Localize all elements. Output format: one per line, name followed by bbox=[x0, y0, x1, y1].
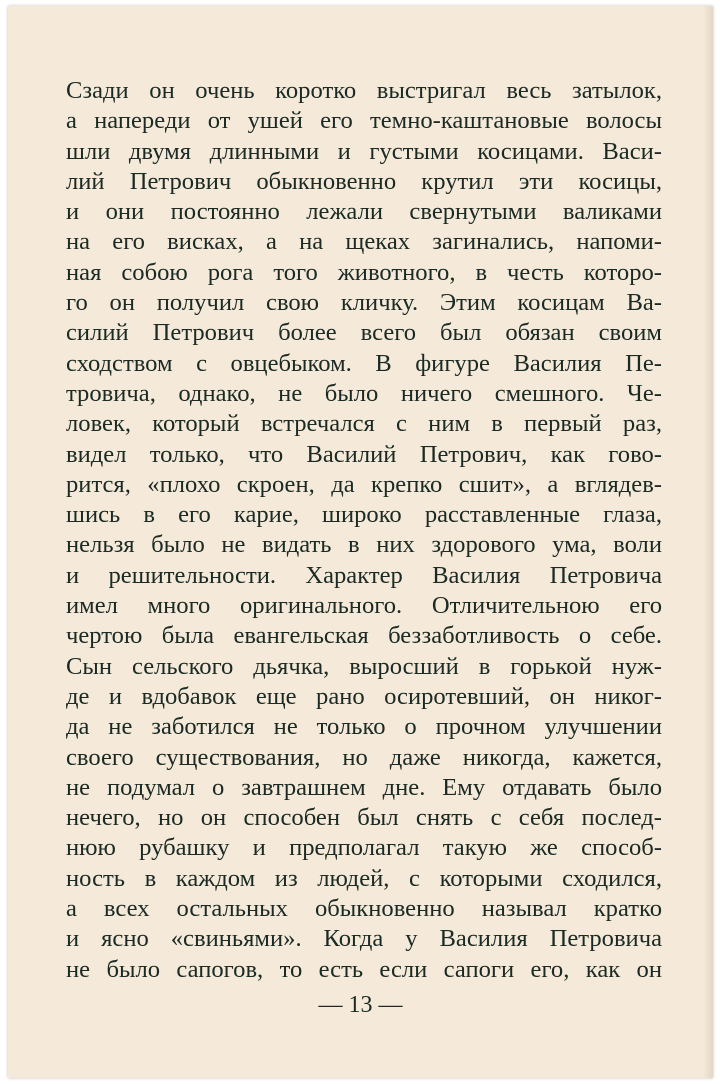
text-line: своего существования, но даже никогда, кажется, bbox=[66, 743, 662, 771]
text-line: рится, «плохо скроен, да крепко сшит», а вглядев- bbox=[66, 470, 662, 498]
text-line: шли двумя длинными и густыми косицами. Васи- bbox=[66, 137, 662, 165]
text-line: не было сапогов, то есть если сапоги его, как он bbox=[66, 955, 662, 983]
text-line: а всех остальных обыкновенно называл кратко bbox=[66, 895, 662, 923]
text-line: а напереди от ушей его темно-каштановые волосы bbox=[66, 107, 662, 135]
text-line: видел только, что Василий Петрович, как гово- bbox=[66, 440, 662, 468]
text-line: да не заботился не только о прочном улучшении bbox=[66, 713, 662, 741]
text-line: силий Петрович более всего был обязан своим bbox=[66, 319, 662, 347]
text-line: и ясно «свиньями». Когда у Василия Петровича bbox=[66, 925, 662, 953]
text-line: го он получил свою кличку. Этим косицам Ва- bbox=[66, 289, 662, 317]
body-text bbox=[66, 76, 662, 985]
text-line: нечего, но он способен был снять с себя послед- bbox=[66, 804, 662, 832]
text-line: де и вдобавок еще рано осиротевший, он никог- bbox=[66, 682, 662, 710]
text-line: ность в каждом из людей, с которыми сходился, bbox=[66, 864, 662, 892]
text-line: сходством с овцебыком. В фигуре Василия Пе- bbox=[66, 349, 662, 377]
text-line: Сын сельского дьячка, выросший в горькой нуж- bbox=[66, 652, 662, 680]
text-line: Сзади он очень коротко выстригал весь затылок, bbox=[66, 77, 662, 104]
text-line: и они постоянно лежали свернутыми валиками bbox=[66, 198, 662, 226]
text-line: не подумал о завтрашнем дне. Ему отдавать было bbox=[66, 773, 662, 801]
text-line: чертою была евангельская беззаботливость о себе. bbox=[66, 622, 662, 650]
text-line: и решительности. Характер Василия Петровича bbox=[66, 561, 662, 589]
page-number: — 13 — bbox=[318, 992, 403, 1018]
text-line: имел много оригинального. Отличительною его bbox=[66, 592, 662, 620]
text-line: лий Петрович обыкновенно крутил эти косицы, bbox=[66, 167, 662, 195]
text-line: ная собою рога того животного, в честь которо- bbox=[66, 258, 662, 286]
text-line: ловек, который встречался с ним в первый раз, bbox=[66, 410, 662, 438]
book-page bbox=[8, 6, 713, 1078]
text-line: тровича, однако, не было ничего смешного. Че- bbox=[66, 379, 662, 407]
text-line: нельзя было не видать в них здорового ума, воли bbox=[66, 531, 662, 559]
text-line: на его висках, а на щеках загинались, напоми- bbox=[66, 228, 662, 256]
text-line: шись в его карие, широко расставленные глаза, bbox=[66, 501, 662, 529]
text-line: нюю рубашку и предполагал такую же способ- bbox=[66, 834, 662, 862]
